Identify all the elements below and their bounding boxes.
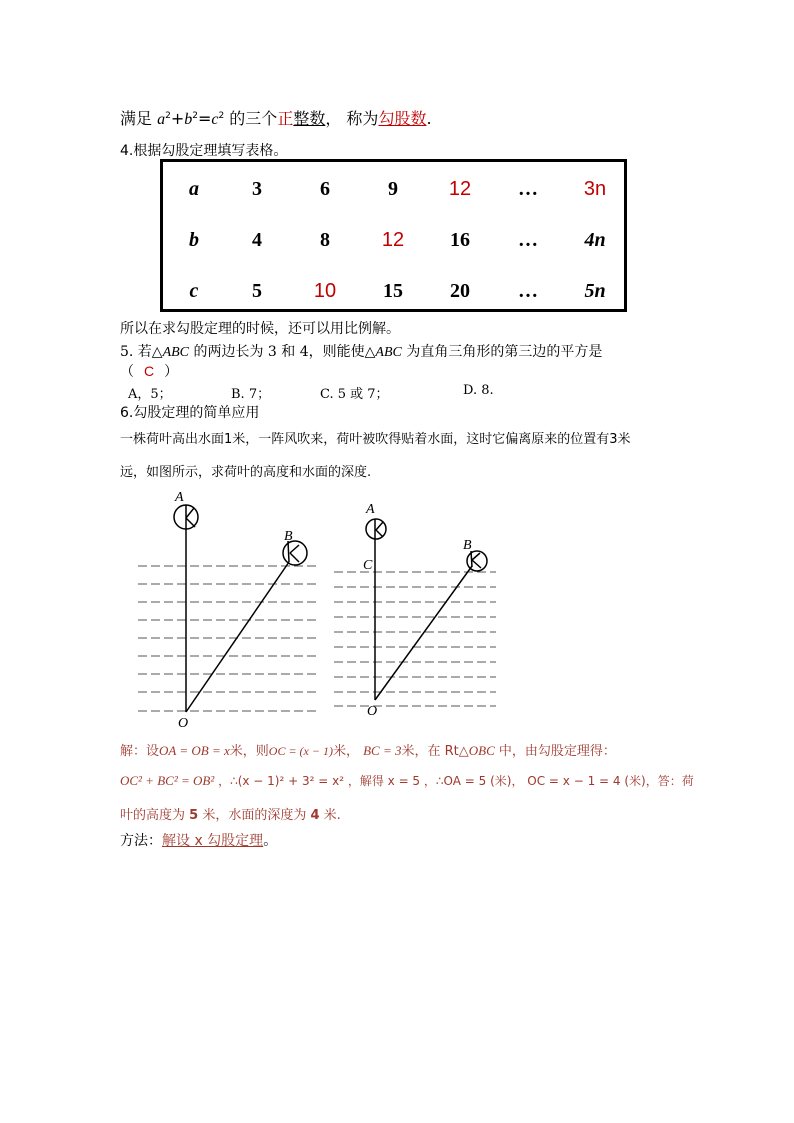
q5-suffix: 为直角三角形的第三边的平方是 xyxy=(401,344,603,360)
var-c: c xyxy=(211,111,219,128)
exp-c: 2 xyxy=(218,111,225,121)
method-end: 。 xyxy=(263,833,278,849)
right-label-c: C xyxy=(363,558,373,573)
solution-line-2 xyxy=(120,772,694,789)
sol-l3-e: 米. xyxy=(319,808,341,823)
cell-a-3: 9 xyxy=(388,178,398,200)
right-label-o: O xyxy=(367,704,378,719)
left-figure xyxy=(138,490,320,731)
sol-l1-e: 米， xyxy=(332,744,364,759)
row-label-a: a xyxy=(189,178,199,200)
row-label-c: c xyxy=(189,280,199,302)
var-b: b xyxy=(184,111,193,128)
left-lotus-leaf-b xyxy=(283,541,307,565)
cell-c-2: 10 xyxy=(313,280,337,302)
q5-abc-1: ABC xyxy=(162,345,190,360)
sol-l1-h: OBC xyxy=(468,743,495,758)
problem-text-1: 一株荷叶高出水面1米，一阵风吹来，荷叶被吹得贴着水面，这时它偏离原来的位置有3米 xyxy=(120,432,631,447)
right-lotus-leaf-b xyxy=(467,551,487,571)
left-water-lines xyxy=(138,566,320,711)
cell-a-5: … xyxy=(518,178,538,200)
sol-l1-b: OA = OB = x xyxy=(159,743,230,758)
cell-c-1: 5 xyxy=(252,280,262,302)
text-prefix: 满足 xyxy=(120,109,158,128)
sol-l1-f: BC = 3 xyxy=(363,743,402,758)
solution-line-3 xyxy=(120,804,341,823)
sol-l1-i: 中，由勾股定理得： xyxy=(494,744,616,759)
row-label-b: b xyxy=(189,229,199,251)
right-label-a: A xyxy=(366,502,375,517)
sol-l2-a: OC² + BC² = OB² xyxy=(120,773,215,788)
right-stem-ob xyxy=(375,566,472,700)
paren-open: （ xyxy=(120,364,134,380)
cell-b-5: … xyxy=(518,229,538,251)
section-heading-6: 6.勾股定理的简单应用 xyxy=(120,405,260,421)
period: . xyxy=(426,109,432,128)
left-lotus-leaf-a xyxy=(174,505,198,530)
q5-abc-2: ABC xyxy=(375,345,402,360)
cell-c-6: 5n xyxy=(584,280,606,302)
cell-b-6: 4n xyxy=(584,229,606,251)
cell-b-1: 4 xyxy=(252,229,262,251)
cell-c-3: 15 xyxy=(383,280,403,302)
q5-option-c: C. 5 或 7； xyxy=(320,387,389,402)
sol-l3-a: 叶的高度为 xyxy=(120,808,190,823)
sol-l3-depth: 4 xyxy=(310,808,320,823)
sol-l1-a: 解：设 xyxy=(120,744,160,759)
cell-b-3: 12 xyxy=(381,229,405,251)
cell-c-5: … xyxy=(518,280,538,302)
sol-l2-b: ，∴(x − 1)² + 3² = x² ，解得 x = 5 ，∴OA = 5 (米)， OC = x − 1 = 4 (米)，答：荷 xyxy=(214,774,694,788)
right-lotus-leaf-a xyxy=(366,519,386,539)
left-label-o: O xyxy=(178,716,189,731)
right-figure xyxy=(334,502,496,719)
problem-text-2: 远，如图所示，求荷叶的高度和水面的深度. xyxy=(120,465,372,480)
method-value: 解设 x 勾股定理 xyxy=(162,833,264,849)
q5-answer: C xyxy=(144,363,155,379)
var-a: a xyxy=(157,111,166,128)
sol-l1-g: 米，在 Rt△ xyxy=(401,744,469,759)
right-water-lines xyxy=(334,572,496,706)
exp-a: 2 xyxy=(165,111,171,121)
q5-option-d: D. 8. xyxy=(463,383,494,398)
q5-mid: 的两边长为 3 和 4，则能使△ xyxy=(189,344,376,360)
sol-l3-height: 5 xyxy=(189,808,199,823)
equals-sign: = xyxy=(197,109,212,128)
section-heading-4: 4.根据勾股定理填写表格。 xyxy=(120,143,288,159)
answer-zheng: 正 xyxy=(277,109,294,128)
left-label-b: B xyxy=(284,529,293,544)
sol-l1-d: OC = (x − 1) xyxy=(268,744,333,758)
q5-prefix: 5. 若△ xyxy=(120,344,163,360)
cell-a-4: 12 xyxy=(448,178,472,200)
cell-a-1: 3 xyxy=(252,178,262,200)
sol-l1-c: 米，则 xyxy=(229,744,269,759)
plus-sign: + xyxy=(170,109,185,128)
cell-b-4: 16 xyxy=(450,229,470,251)
text-mid: 的三个 xyxy=(224,109,278,128)
paren-close: ） xyxy=(164,364,179,380)
cell-c-4: 20 xyxy=(450,280,470,302)
answer-zhengshu: 整数 xyxy=(293,109,326,128)
cell-a-6: 3n xyxy=(583,178,607,200)
answer-gougushu: 勾股数 xyxy=(378,109,427,128)
cell-a-2: 6 xyxy=(320,178,330,200)
q5-option-a: A，5； xyxy=(128,387,172,402)
left-label-a: A xyxy=(175,490,184,505)
cell-b-2: 8 xyxy=(320,229,330,251)
text-after: ， 称为 xyxy=(325,109,379,128)
q5-option-b: B. 7； xyxy=(231,387,271,402)
ratio-note: 所以在求勾股定理的时候，还可以用比例解。 xyxy=(120,321,400,337)
solution-line-1 xyxy=(120,740,616,759)
method-line xyxy=(120,830,277,850)
sol-l3-c: 米，水面的深度为 xyxy=(198,808,311,823)
right-label-b: B xyxy=(463,538,472,553)
exp-b: 2 xyxy=(192,111,198,121)
method-label: 方法： xyxy=(120,833,162,849)
